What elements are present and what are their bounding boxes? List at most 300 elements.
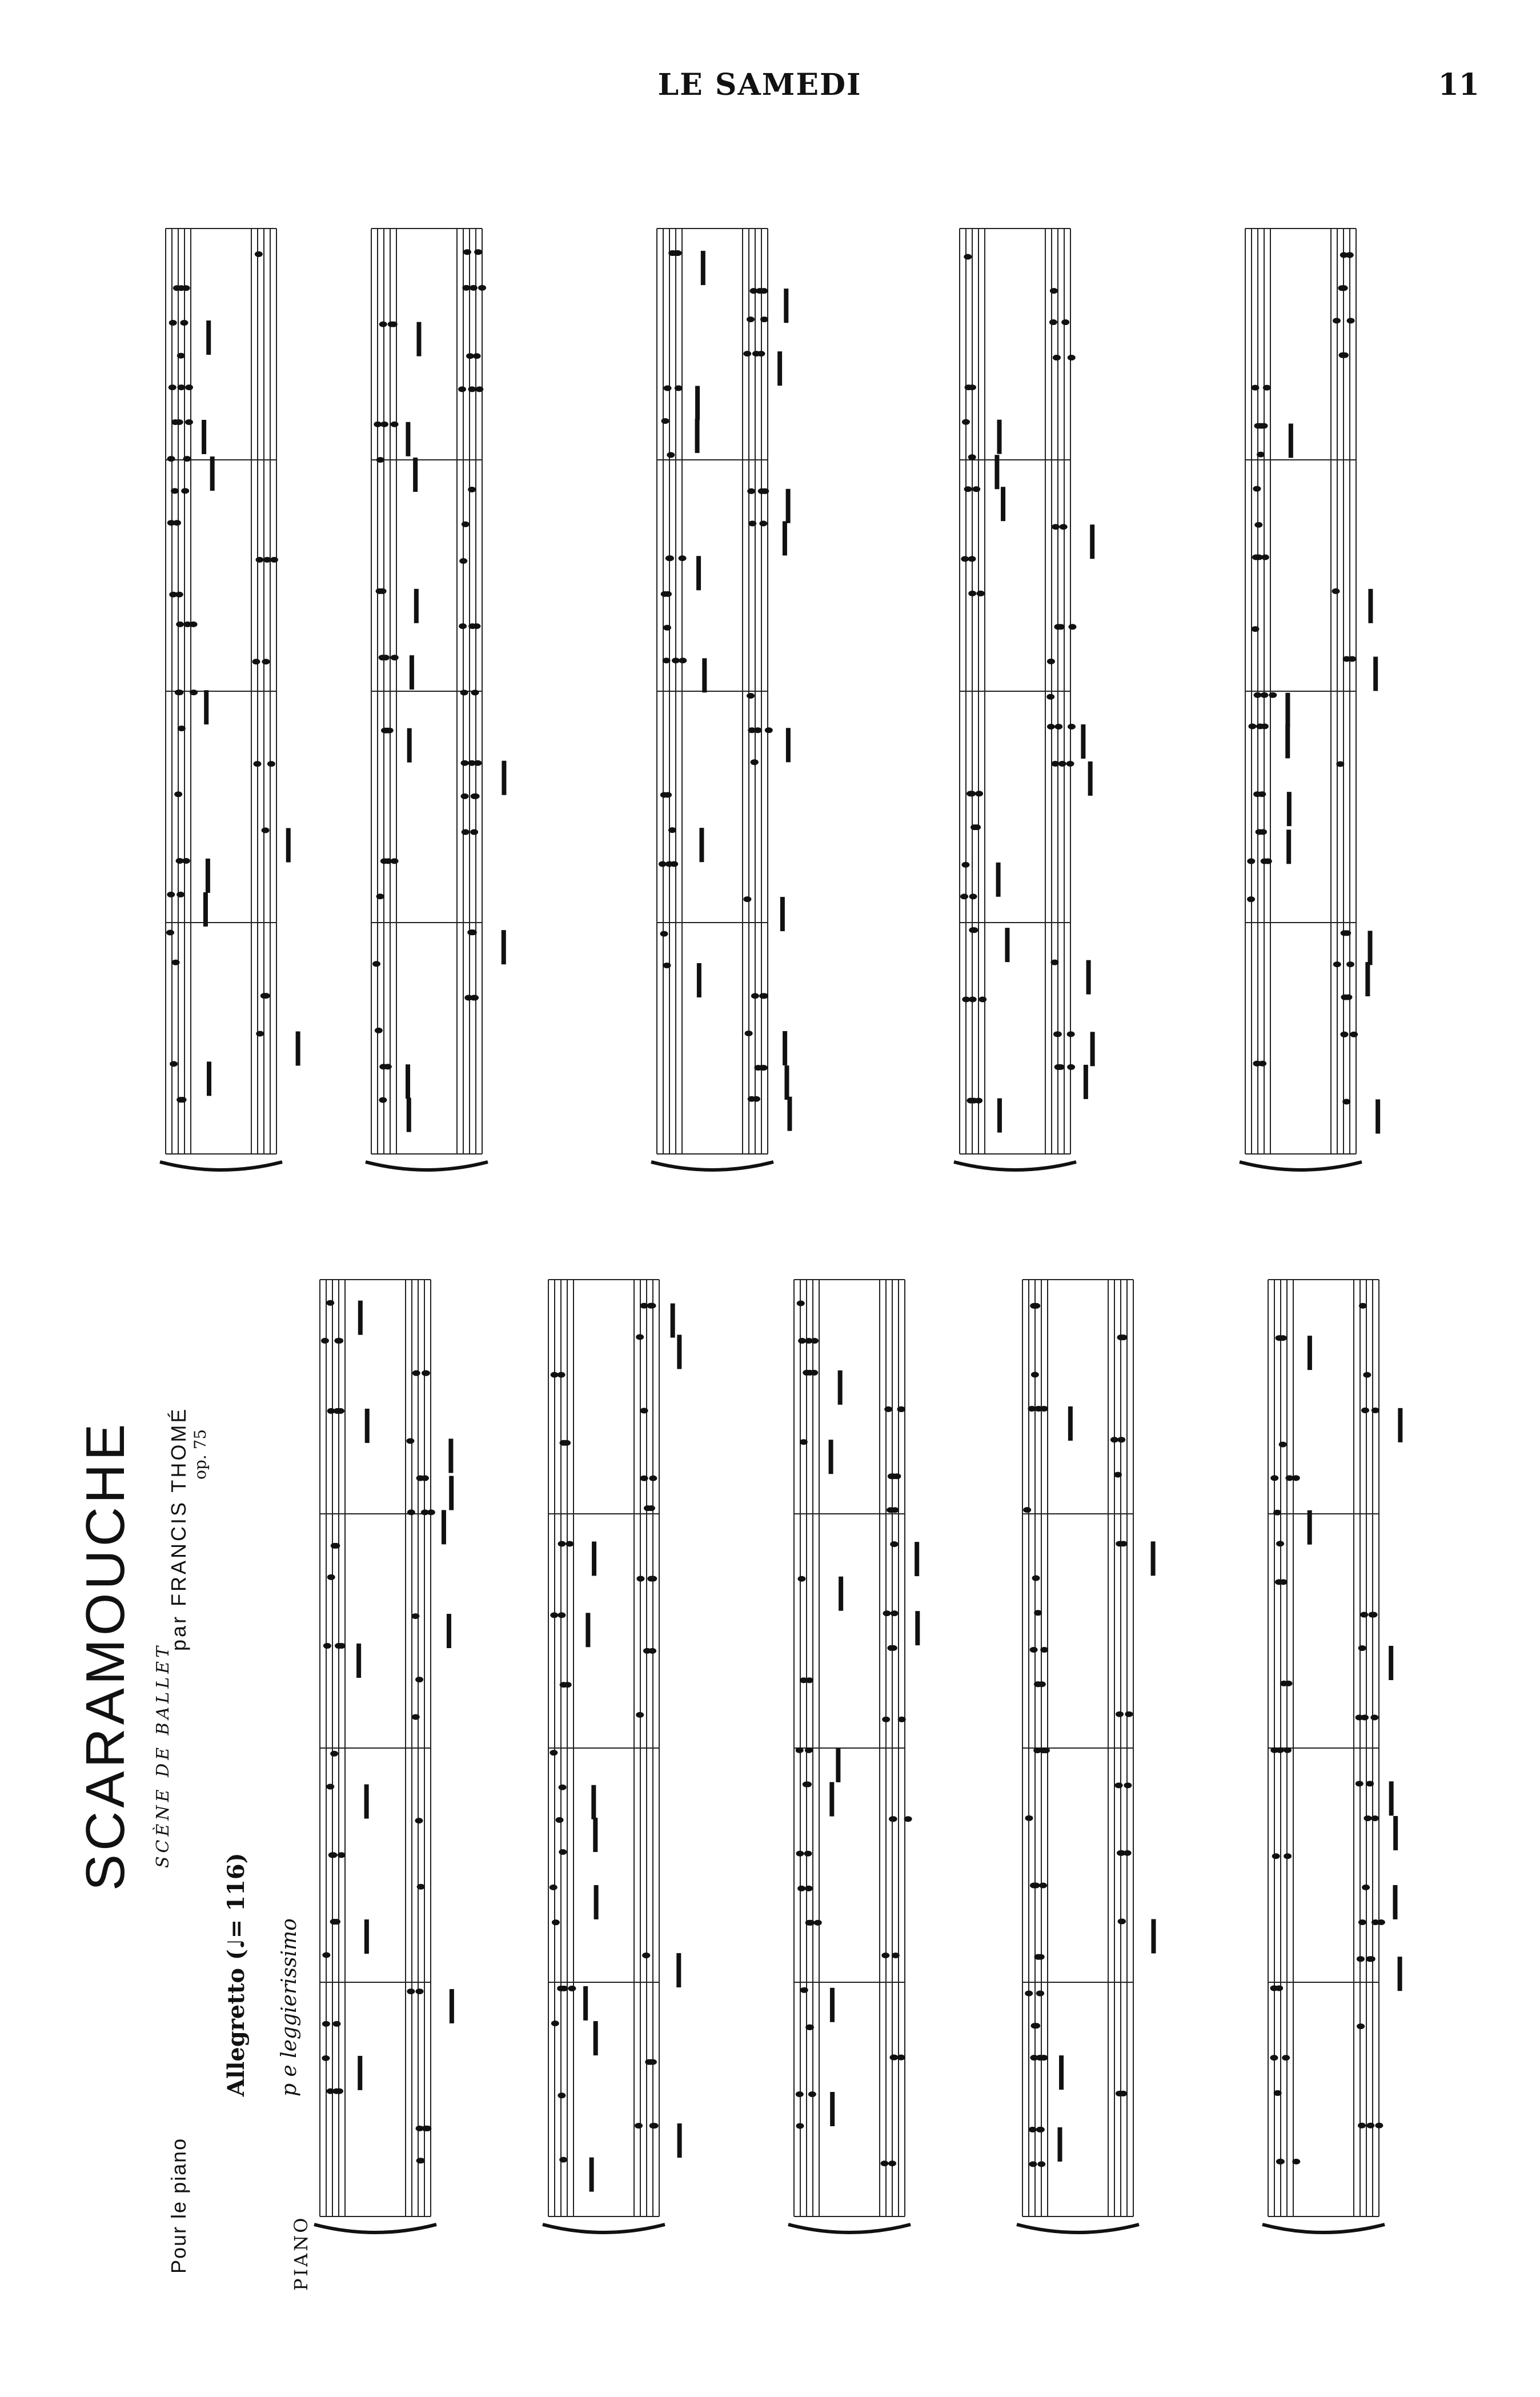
note-head xyxy=(332,2021,340,2027)
note-head xyxy=(1248,723,1256,729)
note-head xyxy=(1284,1747,1292,1753)
note-head xyxy=(175,690,183,695)
system-brace xyxy=(314,2224,436,2232)
note-head xyxy=(1276,1335,1284,1341)
note-head xyxy=(376,457,384,463)
note-head xyxy=(376,893,384,899)
note-head xyxy=(380,422,388,427)
note-head xyxy=(1346,961,1354,967)
note-beam xyxy=(416,322,421,356)
note-head xyxy=(1276,1747,1284,1753)
system-brace xyxy=(1262,2224,1385,2232)
note-head xyxy=(1377,1919,1385,1925)
system-brace xyxy=(1240,1162,1362,1170)
note-head xyxy=(474,760,482,766)
note-head xyxy=(803,1782,811,1787)
note-head xyxy=(1032,1576,1040,1581)
piano-system xyxy=(160,229,300,1170)
note-head xyxy=(964,486,972,492)
note-beam xyxy=(697,963,701,997)
note-beam xyxy=(695,419,700,453)
note-head xyxy=(1363,1372,1371,1378)
note-head xyxy=(558,1372,566,1378)
note-beam xyxy=(676,1953,681,1987)
note-head xyxy=(254,761,262,767)
note-head xyxy=(805,1747,813,1753)
note-head xyxy=(751,759,759,765)
note-head xyxy=(1068,624,1076,630)
note-head xyxy=(1110,1437,1118,1442)
note-head xyxy=(811,1338,819,1344)
note-head xyxy=(1272,1853,1280,1859)
note-beam xyxy=(1090,1032,1095,1066)
note-head xyxy=(182,858,190,864)
note-head xyxy=(1366,2123,1374,2129)
note-beam xyxy=(410,655,414,690)
note-head xyxy=(328,1852,336,1858)
note-beam xyxy=(594,1885,599,1919)
note-head xyxy=(327,1574,335,1580)
note-head xyxy=(190,622,198,627)
note-head xyxy=(1369,1612,1377,1618)
note-head xyxy=(1253,486,1261,492)
note-head xyxy=(175,419,183,425)
note-beam xyxy=(1285,724,1290,758)
note-head xyxy=(636,1576,644,1582)
note-head xyxy=(1030,1647,1038,1653)
note-head xyxy=(807,1920,815,1926)
note-beam xyxy=(365,1409,370,1443)
note-head xyxy=(181,488,189,494)
note-head xyxy=(968,454,976,460)
note-head xyxy=(1343,930,1351,936)
note-head xyxy=(1057,624,1065,630)
note-head xyxy=(1125,1711,1133,1717)
note-head xyxy=(679,555,687,561)
note-beam xyxy=(839,1577,843,1611)
note-beam xyxy=(1151,1541,1156,1576)
note-head xyxy=(1037,2127,1045,2133)
note-beam xyxy=(784,288,788,323)
note-head xyxy=(1054,724,1062,729)
note-head xyxy=(882,1717,890,1722)
note-beam xyxy=(1151,1919,1156,1953)
note-head xyxy=(338,1852,346,1858)
note-beam xyxy=(699,828,704,862)
note-head xyxy=(1114,1472,1122,1477)
note-head xyxy=(173,520,181,526)
note-head xyxy=(1037,2161,1045,2167)
note-head xyxy=(1029,2161,1037,2167)
note-head xyxy=(322,2021,330,2027)
note-head xyxy=(176,622,184,627)
note-beam xyxy=(701,251,705,285)
note-head xyxy=(1359,1303,1367,1309)
note-beam xyxy=(1285,693,1290,727)
note-head xyxy=(663,658,671,663)
note-head xyxy=(1346,252,1354,258)
note-head xyxy=(1124,1782,1132,1788)
note-head xyxy=(1047,724,1055,729)
note-head xyxy=(897,1406,905,1412)
note-head xyxy=(1340,285,1348,291)
note-head xyxy=(1336,761,1344,767)
note-head xyxy=(748,520,756,526)
note-head xyxy=(551,2021,559,2026)
note-head xyxy=(177,384,185,390)
note-beam xyxy=(784,1065,789,1100)
note-head xyxy=(891,1610,899,1616)
note-head xyxy=(760,316,768,322)
note-head xyxy=(1263,385,1271,391)
note-beam xyxy=(364,1919,369,1954)
note-head xyxy=(961,862,969,868)
note-head xyxy=(1274,2090,1282,2096)
note-beam xyxy=(996,863,1001,897)
note-head xyxy=(461,793,469,799)
note-head xyxy=(796,1851,804,1857)
note-head xyxy=(1039,1882,1047,1888)
note-beam xyxy=(780,897,785,931)
note-head xyxy=(1344,995,1352,1000)
note-head xyxy=(1260,692,1268,698)
note-head xyxy=(330,1751,338,1757)
note-head xyxy=(898,1717,906,1722)
note-head xyxy=(177,353,185,359)
note-head xyxy=(372,961,380,967)
note-head xyxy=(550,1885,558,1890)
note-beam xyxy=(1368,931,1373,965)
note-beam xyxy=(1286,829,1291,864)
note-head xyxy=(262,659,270,664)
note-head xyxy=(648,2059,656,2065)
note-beam xyxy=(206,859,210,893)
note-beam xyxy=(502,761,506,795)
note-beam xyxy=(591,1785,596,1819)
note-head xyxy=(889,1816,897,1822)
note-head xyxy=(668,827,676,833)
note-head xyxy=(411,1613,419,1619)
note-head xyxy=(263,557,271,563)
note-head xyxy=(1358,2123,1366,2129)
note-head xyxy=(1061,319,1069,325)
note-head xyxy=(421,1476,429,1481)
note-head xyxy=(1260,423,1268,428)
note-head xyxy=(178,725,186,731)
note-head xyxy=(1049,319,1057,325)
note-beam xyxy=(1398,1408,1402,1442)
note-beam xyxy=(364,1785,369,1819)
piano-system xyxy=(651,229,792,1170)
note-head xyxy=(1361,1408,1369,1413)
note-head xyxy=(1292,1475,1300,1481)
note-beam xyxy=(1373,657,1378,691)
note-beam xyxy=(783,1031,787,1065)
note-head xyxy=(892,1953,900,1958)
note-beam xyxy=(450,1989,454,2023)
note-beam xyxy=(296,1031,300,1065)
note-head xyxy=(1370,1714,1378,1720)
note-head xyxy=(663,963,671,968)
note-beam xyxy=(783,521,787,555)
note-head xyxy=(183,456,191,462)
note-head xyxy=(1058,761,1066,767)
note-head xyxy=(557,1986,565,1991)
note-beam xyxy=(447,1614,451,1648)
note-head xyxy=(1029,2127,1037,2133)
note-head xyxy=(175,592,183,598)
note-head xyxy=(1275,1579,1283,1585)
note-head xyxy=(1117,1334,1125,1340)
note-head xyxy=(180,320,188,326)
note-beam xyxy=(1287,792,1292,826)
note-head xyxy=(887,1507,895,1513)
note-head xyxy=(550,1612,558,1618)
dynamic-marking: p e leggierissimo xyxy=(278,1918,301,2097)
note-head xyxy=(1357,1956,1365,1962)
note-beam xyxy=(1389,1781,1394,1815)
note-head xyxy=(459,623,467,629)
note-head xyxy=(649,1476,657,1481)
note-head xyxy=(804,1851,812,1857)
note-head xyxy=(1040,1406,1048,1412)
note-head xyxy=(974,1098,982,1104)
note-beam xyxy=(702,658,707,692)
note-head xyxy=(564,1682,572,1687)
note-head xyxy=(1030,1882,1038,1888)
note-beam xyxy=(356,1644,361,1678)
note-head xyxy=(1034,1610,1042,1616)
note-head xyxy=(1357,2023,1365,2029)
note-head xyxy=(177,892,185,897)
note-head xyxy=(1051,761,1059,767)
note-beam xyxy=(1005,928,1009,962)
note-beam xyxy=(448,1438,453,1473)
note-head xyxy=(743,351,751,356)
system-brace xyxy=(160,1162,282,1170)
note-head xyxy=(642,1953,650,1958)
note-head xyxy=(422,2126,430,2131)
note-head xyxy=(170,1061,178,1067)
note-head xyxy=(1067,1064,1075,1070)
note-head xyxy=(1036,2055,1044,2061)
note-head xyxy=(1367,1956,1375,1962)
note-head xyxy=(1032,2023,1040,2029)
note-head xyxy=(1119,2091,1127,2097)
note-head xyxy=(1375,2123,1383,2129)
note-head xyxy=(747,316,755,322)
note-head xyxy=(384,1064,392,1069)
note-head xyxy=(174,791,182,797)
note-head xyxy=(417,1884,425,1890)
note-head xyxy=(978,996,986,1002)
piano-system xyxy=(1262,1280,1402,2232)
note-head xyxy=(1037,1954,1045,1960)
note-head xyxy=(805,1886,813,1891)
opus-number: op. 75 xyxy=(191,1429,210,1480)
note-beam xyxy=(593,2021,598,2055)
note-head xyxy=(379,588,387,594)
note-head xyxy=(961,556,969,562)
note-head xyxy=(975,791,983,796)
note-head xyxy=(672,250,680,256)
note-head xyxy=(1036,1990,1044,1996)
note-head xyxy=(262,993,270,999)
note-head xyxy=(1025,1990,1033,1996)
note-head xyxy=(169,320,177,326)
note-head xyxy=(754,727,762,733)
note-head xyxy=(664,792,672,797)
note-beam xyxy=(777,351,782,386)
note-beam xyxy=(406,422,410,456)
note-head xyxy=(469,929,477,935)
running-header-title: LE SAMEDI xyxy=(657,67,862,102)
note-head xyxy=(461,760,469,766)
note-head xyxy=(182,285,190,291)
note-head xyxy=(752,1096,760,1102)
note-head xyxy=(810,1370,818,1376)
note-beam xyxy=(671,1304,675,1338)
note-beam xyxy=(1068,1406,1073,1441)
note-head xyxy=(1031,1372,1039,1377)
note-head xyxy=(471,690,479,695)
note-head xyxy=(1068,355,1076,360)
note-head xyxy=(797,1576,805,1582)
note-head xyxy=(422,1370,430,1376)
note-head xyxy=(391,422,399,427)
note-head xyxy=(185,419,193,425)
note-head xyxy=(1264,859,1272,864)
note-beam xyxy=(1289,423,1293,458)
note-beam xyxy=(204,690,208,724)
instrumentation-note: Pour le piano xyxy=(167,2137,190,2274)
note-head xyxy=(1348,656,1356,662)
note-head xyxy=(969,893,977,899)
note-head xyxy=(1251,385,1259,391)
note-head xyxy=(1358,1919,1366,1925)
note-head xyxy=(1040,1647,1048,1653)
note-head xyxy=(640,1476,648,1481)
note-head xyxy=(473,353,481,359)
note-beam xyxy=(406,1064,410,1099)
note-head xyxy=(1067,1031,1075,1037)
note-head xyxy=(647,1505,655,1511)
note-head xyxy=(881,1953,889,1958)
note-head xyxy=(960,893,968,899)
note-head xyxy=(640,1408,648,1413)
note-beam xyxy=(449,1476,454,1510)
note-head xyxy=(252,659,260,664)
note-head xyxy=(1355,1781,1363,1786)
note-beam xyxy=(915,1611,920,1645)
note-beam xyxy=(1057,2127,1062,2162)
note-head xyxy=(904,1816,912,1822)
note-head xyxy=(1261,554,1269,560)
note-head xyxy=(636,1712,644,1718)
note-beam xyxy=(585,1613,590,1647)
note-beam xyxy=(695,386,700,420)
note-head xyxy=(468,386,476,392)
note-beam xyxy=(442,1510,446,1544)
note-beam xyxy=(502,930,506,964)
note-head xyxy=(969,996,977,1002)
note-head xyxy=(471,995,479,1001)
note-head xyxy=(759,520,767,526)
note-beam xyxy=(414,589,419,623)
note-beam xyxy=(1086,960,1091,995)
note-head xyxy=(1360,1612,1368,1618)
note-head xyxy=(747,488,755,494)
note-beam xyxy=(203,892,208,927)
note-beam xyxy=(787,1097,792,1131)
note-beam xyxy=(830,1988,835,2022)
note-head xyxy=(962,419,970,425)
note-head xyxy=(759,993,767,999)
note-head xyxy=(977,591,985,596)
note-head xyxy=(335,2089,343,2094)
note-head xyxy=(326,1784,334,1790)
note-beam xyxy=(1001,487,1005,521)
note-head xyxy=(1333,961,1341,967)
note-head xyxy=(568,1986,576,1991)
note-head xyxy=(890,1541,898,1547)
note-beam xyxy=(1368,589,1373,623)
note-beam xyxy=(407,728,412,763)
note-beam xyxy=(696,556,701,590)
note-head xyxy=(166,930,174,936)
note-head xyxy=(670,861,678,867)
note-head xyxy=(334,1408,342,1414)
note-head xyxy=(796,2091,804,2097)
note-head xyxy=(322,2055,330,2061)
note-head xyxy=(335,1643,343,1649)
note-head xyxy=(666,555,674,561)
note-beam xyxy=(206,320,211,355)
note-head xyxy=(897,2055,905,2061)
note-head xyxy=(743,896,751,902)
piano-system xyxy=(1240,229,1380,1170)
piece-subtitle: SCÈNE DE BALLET xyxy=(153,1642,173,1868)
note-head xyxy=(406,1438,414,1444)
note-head xyxy=(390,322,398,327)
note-head xyxy=(379,322,387,327)
note-head xyxy=(1358,1645,1366,1651)
note-head xyxy=(1342,1099,1350,1104)
note-head xyxy=(321,1338,329,1344)
note-head xyxy=(972,486,980,492)
note-head xyxy=(667,452,675,458)
note-head xyxy=(427,1509,435,1515)
system-brace xyxy=(543,2224,665,2232)
note-head xyxy=(1124,1850,1132,1856)
note-head xyxy=(1247,896,1255,902)
note-head xyxy=(267,761,275,767)
note-head xyxy=(765,727,773,733)
note-head xyxy=(1362,1885,1370,1890)
note-head xyxy=(1052,524,1060,530)
note-head xyxy=(1270,1475,1278,1481)
note-head xyxy=(391,858,399,864)
note-head xyxy=(800,1987,808,1993)
note-head xyxy=(806,2025,814,2030)
note-head xyxy=(412,1370,420,1376)
piece-title: SCARAMOUCHE xyxy=(75,1420,136,1891)
note-head xyxy=(1068,724,1076,729)
piano-system xyxy=(954,229,1095,1170)
note-head xyxy=(1282,2055,1290,2061)
note-head xyxy=(672,658,680,663)
note-head xyxy=(1038,1681,1046,1687)
